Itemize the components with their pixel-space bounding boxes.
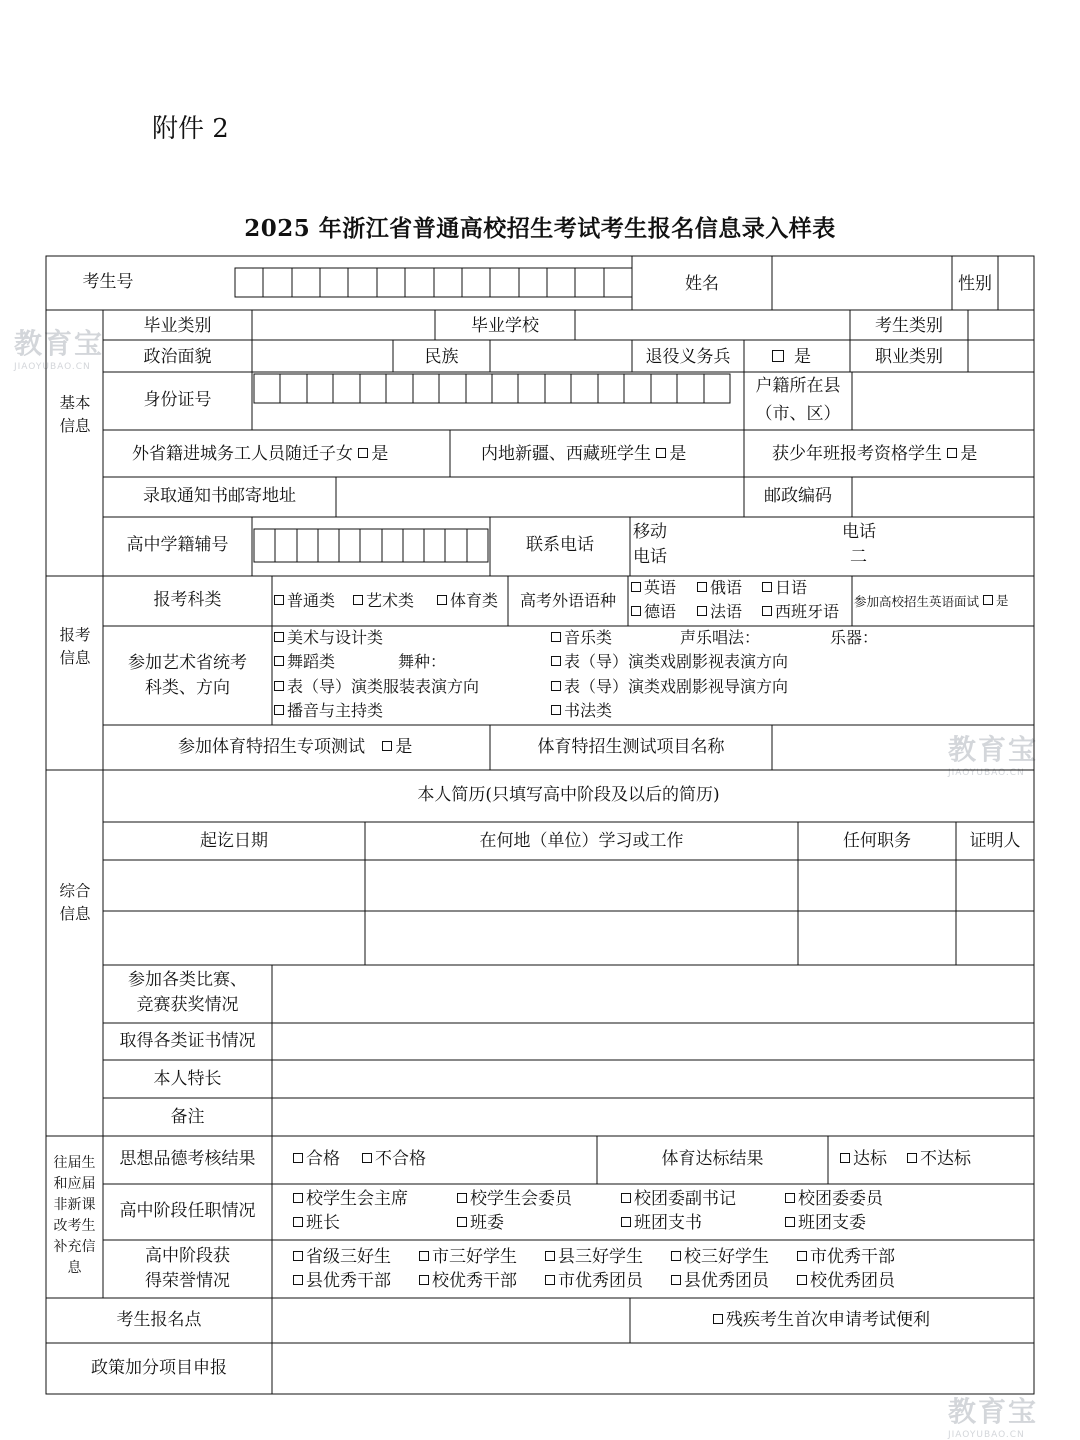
xinjiang-yes-label: 是: [669, 444, 687, 464]
option-label: 校团委委员: [798, 1189, 883, 1209]
checkbox-icon: [293, 1251, 303, 1261]
label-job-type: 职业类别: [875, 347, 943, 367]
checkbox-icon: [274, 656, 284, 666]
option-label: 市三好学生: [432, 1247, 517, 1267]
migrant-yes-label: 是: [371, 444, 389, 464]
checkbox-icon: [545, 1275, 555, 1285]
lang-russian[interactable]: [697, 577, 742, 600]
option-label: 播音与主持类: [287, 701, 384, 720]
label-veteran: 退役义务兵: [645, 347, 731, 367]
position-option[interactable]: [293, 1211, 340, 1235]
checkbox-icon: [983, 595, 993, 605]
option-label: 校三好学生: [684, 1247, 769, 1267]
option-label: 表（导）演类戏剧影视导演方向: [564, 677, 789, 696]
option-sports[interactable]: [437, 590, 498, 613]
honor-option[interactable]: [293, 1245, 391, 1269]
label-foreign-language: 高考外语语种: [519, 591, 616, 610]
checkbox-icon: [362, 1153, 372, 1163]
label-awards-line1: 参加各类比赛、: [128, 970, 247, 990]
option-label: 市优秀团员: [558, 1271, 643, 1291]
option-label: 表（导）演类服装表演方向: [287, 677, 480, 696]
art-dance[interactable]: [274, 651, 335, 674]
art-costume[interactable]: [274, 676, 479, 699]
xinjiang-tibet-field[interactable]: [481, 442, 686, 466]
option-label: 体育类: [450, 591, 499, 610]
honor-option[interactable]: [293, 1269, 391, 1293]
honor-option[interactable]: [419, 1269, 517, 1293]
checkbox-icon: [551, 705, 561, 715]
label-phone2-line2: 二: [850, 547, 867, 567]
label-certificates: 取得各类证书情况: [119, 1031, 256, 1051]
section-supplement-line: 补充信: [53, 1239, 96, 1255]
label-registration-site: 考生报名点: [116, 1310, 202, 1330]
pe-fail[interactable]: [907, 1147, 971, 1171]
checkbox-icon: [671, 1251, 681, 1261]
option-label: 美术与设计类: [287, 628, 384, 647]
option-label: 音乐类: [564, 628, 613, 647]
checkbox-icon: [631, 606, 641, 616]
position-option[interactable]: [457, 1211, 504, 1235]
checkbox-icon: [697, 606, 707, 616]
option-label: 残疾考生首次申请考试便利: [726, 1310, 930, 1330]
checkbox-icon: [274, 681, 284, 691]
option-label: 校学生会主席: [306, 1189, 408, 1209]
label-id-number: 身份证号: [143, 390, 212, 410]
label-mail-address: 录取通知书邮寄地址: [143, 486, 296, 506]
option-label: 德语: [644, 602, 677, 621]
label-moral: 思想品德考核结果: [119, 1149, 256, 1169]
label-grad-school: 毕业学校: [471, 316, 539, 336]
section-supplement-line: 和应届: [53, 1176, 96, 1192]
junior-yes-label: 是: [960, 444, 978, 464]
lang-japanese[interactable]: [762, 577, 807, 600]
col-position: 任何职务: [843, 831, 911, 851]
disabled-accommodation-field[interactable]: [713, 1308, 930, 1332]
option-label: 达标: [853, 1149, 887, 1169]
label-subject-category: 报考科类: [153, 590, 222, 610]
checkbox-icon: [621, 1193, 631, 1203]
label-postcode: 邮政编码: [764, 486, 832, 506]
position-option[interactable]: [785, 1187, 883, 1211]
checkbox-icon: [713, 1314, 723, 1324]
option-label: 校优秀干部: [432, 1271, 517, 1291]
checkbox-icon: [293, 1153, 303, 1163]
watermark-text: 教育宝: [948, 733, 1039, 766]
option-label: 班长: [306, 1213, 340, 1233]
label-household-line2: （市、区）: [755, 404, 841, 424]
checkbox-icon: [551, 681, 561, 691]
checkbox-icon: [671, 1275, 681, 1285]
option-label: 不合格: [375, 1149, 426, 1169]
english-interview-yes-label: 是: [996, 593, 1009, 608]
position-option[interactable]: [785, 1211, 866, 1235]
honor-option[interactable]: [545, 1269, 643, 1293]
watermark-text: 教育宝: [948, 1395, 1039, 1428]
checkbox-icon: [631, 582, 641, 592]
checkbox-icon: [551, 656, 561, 666]
option-art[interactable]: [353, 590, 414, 613]
checkbox-icon: [656, 448, 666, 458]
option-label: 县优秀团员: [684, 1271, 769, 1291]
honor-option[interactable]: [797, 1245, 895, 1269]
checkbox-icon: [785, 1193, 795, 1203]
section-general-info: 综合信息: [59, 882, 91, 924]
watermark-url: JIAOYUBAO.CN: [948, 1430, 1025, 1440]
col-place: 在何地（单位）学习或工作: [479, 831, 684, 851]
art-vocal-label: 声乐唱法：: [680, 628, 761, 647]
option-label: 法语: [710, 602, 743, 621]
checkbox-icon: [419, 1275, 429, 1285]
label-exam-no: 考生号: [82, 272, 134, 292]
position-option[interactable]: [621, 1187, 736, 1211]
art-drama-act[interactable]: [551, 651, 788, 674]
checkbox-icon: [274, 632, 284, 642]
checkbox-icon: [947, 448, 957, 458]
option-general[interactable]: [274, 590, 335, 613]
watermark-url: JIAOYUBAO.CN: [948, 768, 1025, 778]
label-gender: 性别: [958, 274, 992, 294]
english-interview-field[interactable]: [854, 592, 1009, 611]
checkbox-icon: [457, 1193, 467, 1203]
col-witness: 证明人: [969, 831, 1021, 851]
option-label: 校学生会委员: [470, 1189, 572, 1209]
label-art-exam-line1: 参加艺术省统考: [128, 653, 247, 673]
checkbox-icon: [797, 1275, 807, 1285]
label-mobile-line1: 移动: [633, 522, 667, 542]
option-label: 俄语: [710, 578, 743, 597]
checkbox-icon: [545, 1251, 555, 1261]
honor-option[interactable]: [671, 1245, 769, 1269]
checkbox-icon: [785, 1217, 795, 1227]
option-label: 普通类: [287, 591, 336, 610]
label-honors-line2: 得荣誉情况: [145, 1271, 230, 1291]
section-supplement-line: 改考生: [53, 1218, 96, 1234]
checkbox-icon: [293, 1275, 303, 1285]
honor-option[interactable]: [671, 1269, 769, 1293]
lang-french[interactable]: [697, 601, 742, 624]
resume-title: 本人简历(只填写高中阶段及以后的简历): [417, 785, 720, 805]
form-title: 2025 年浙江省普通高校招生考试考生报名信息录入样表: [244, 215, 836, 242]
checkbox-icon: [762, 606, 772, 616]
option-label: 不达标: [920, 1149, 971, 1169]
art-music[interactable]: [551, 627, 612, 650]
option-label: 表（导）演类戏剧影视表演方向: [564, 652, 789, 671]
checkbox-icon: [382, 741, 392, 751]
label-contact-phone: 联系电话: [526, 535, 594, 555]
col-date: 起讫日期: [200, 831, 268, 851]
checkbox-icon: [353, 595, 363, 605]
option-label: 校团委副书记: [634, 1189, 736, 1209]
label-household-line1: 户籍所在县: [755, 376, 841, 396]
option-label: 班团支书: [634, 1213, 702, 1233]
option-label: 西班牙语: [775, 602, 840, 621]
honor-option[interactable]: [419, 1245, 517, 1269]
label-political: 政治面貌: [143, 347, 212, 367]
checkbox-icon: [274, 705, 284, 715]
label-sports-item: 体育特招生测试项目名称: [537, 737, 725, 757]
position-option[interactable]: [621, 1211, 702, 1235]
lang-english[interactable]: [631, 577, 676, 600]
section-supplement-line: 非新课: [53, 1197, 96, 1213]
checkbox-icon: [293, 1193, 303, 1203]
watermark-text: 教育宝: [14, 327, 105, 360]
checkbox-icon: [437, 595, 447, 605]
checkbox-icon: [419, 1251, 429, 1261]
label-xinjiang-tibet: 内地新疆、西藏班学生: [481, 444, 651, 465]
label-school-reg-no: 高中学籍辅号: [126, 535, 229, 555]
label-ethnicity: 民族: [424, 347, 459, 367]
moral-pass[interactable]: [293, 1147, 340, 1171]
position-option[interactable]: [293, 1187, 408, 1211]
id-number-boxes[interactable]: [254, 374, 730, 403]
art-drama-direct[interactable]: [551, 676, 788, 699]
label-english-interview: 参加高校招生英语面试: [854, 593, 980, 609]
option-label: 书法类: [564, 701, 613, 720]
label-mobile-line2: 电话: [633, 547, 667, 567]
label-honors-line1: 高中阶段获: [145, 1246, 230, 1266]
checkbox-icon: [274, 595, 284, 605]
option-label: 校优秀团员: [810, 1271, 895, 1291]
checkbox-icon: [772, 350, 784, 362]
moral-fail[interactable]: [362, 1147, 426, 1171]
honor-option[interactable]: [545, 1245, 643, 1269]
checkbox-icon: [293, 1217, 303, 1227]
migrant-children-field[interactable]: [132, 442, 388, 466]
checkbox-icon: [697, 582, 707, 592]
sports-test-yes-label: 是: [395, 737, 413, 757]
label-pe-result: 体育达标结果: [661, 1149, 764, 1169]
checkbox-icon: [551, 632, 561, 642]
junior-class-field[interactable]: [772, 442, 977, 466]
lang-german[interactable]: [631, 601, 676, 624]
option-label: 县优秀干部: [306, 1271, 391, 1291]
section-basic-info: 基本信息: [59, 394, 91, 436]
section-apply-info: 报考信息: [59, 626, 91, 668]
section-supplement-info: [46, 1153, 103, 1279]
label-remarks: 备注: [170, 1107, 205, 1127]
honor-option[interactable]: [797, 1269, 895, 1293]
label-grad-type: 毕业类别: [143, 316, 212, 336]
lang-spanish[interactable]: [762, 601, 839, 624]
option-label: 省级三好生: [306, 1247, 391, 1267]
label-positions: 高中阶段任职情况: [119, 1201, 256, 1221]
position-option[interactable]: [457, 1187, 572, 1211]
checkbox-icon: [840, 1153, 850, 1163]
option-label: 舞蹈类: [287, 652, 336, 671]
checkbox-icon: [762, 582, 772, 592]
label-migrant-children: 外省籍进城务工人员随迁子女: [132, 444, 353, 465]
label-awards-line2: 竞赛获奖情况: [136, 995, 239, 1015]
veteran-checkbox[interactable]: [772, 345, 811, 370]
exam-number-boxes[interactable]: [235, 268, 632, 297]
checkbox-icon: [907, 1153, 917, 1163]
label-specialty: 本人特长: [153, 1069, 222, 1089]
checkbox-icon: [358, 448, 368, 458]
label-policy-bonus: 政策加分项目申报: [91, 1358, 227, 1378]
checkbox-icon: [621, 1217, 631, 1227]
veteran-yes-label: 是: [794, 347, 811, 367]
school-reg-number-boxes[interactable]: [254, 529, 488, 562]
option-label: 班委: [470, 1213, 504, 1233]
pe-pass[interactable]: [840, 1147, 887, 1171]
art-broadcast[interactable]: [274, 700, 383, 723]
checkbox-icon: [797, 1251, 807, 1261]
option-label: 合格: [306, 1149, 340, 1169]
option-label: 班团支委: [798, 1213, 866, 1233]
option-label: 市优秀干部: [810, 1247, 895, 1267]
option-label: 日语: [775, 578, 808, 597]
section-supplement-line: 往届生: [53, 1155, 96, 1171]
option-label: 县三好学生: [558, 1247, 643, 1267]
attachment-label: 附件 2: [152, 114, 229, 144]
watermark-url: JIAOYUBAO.CN: [14, 362, 91, 372]
option-label: 艺术类: [366, 591, 415, 610]
label-phone2-line1: 电话: [842, 522, 876, 542]
art-calligraphy[interactable]: [551, 700, 612, 723]
label-name: 姓名: [685, 274, 719, 294]
checkbox-icon: [457, 1217, 467, 1227]
art-fine-art[interactable]: [274, 627, 383, 650]
label-junior-class: 获少年班报考资格学生: [772, 444, 942, 465]
option-label: 英语: [644, 578, 677, 597]
label-sports-test: 参加体育特招生专项测试: [178, 737, 365, 758]
art-instrument-label: 乐器：: [830, 628, 879, 647]
art-dance-type-label: 舞种：: [398, 652, 447, 671]
sports-test-field[interactable]: [178, 735, 412, 759]
label-candidate-type: 考生类别: [875, 316, 943, 336]
label-art-exam-line2: 科类、方向: [145, 678, 230, 698]
section-supplement-line: 息: [67, 1260, 82, 1276]
